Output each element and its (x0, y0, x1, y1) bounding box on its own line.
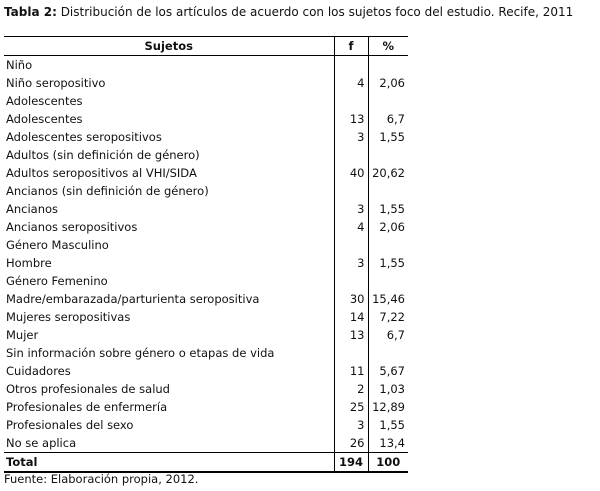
table-row (4, 380, 408, 398)
row-subject: Adolescentes seropositivos (6, 130, 162, 144)
table-row (4, 326, 408, 344)
table-row (4, 182, 408, 200)
header-percent: % (368, 37, 408, 56)
table-row (4, 254, 408, 272)
row-percent: 6,7 (368, 110, 408, 128)
row-percent: 1,55 (368, 416, 408, 434)
row-subject: Ancianos (sin definición de género) (6, 184, 209, 198)
total-percent: 100 (368, 453, 408, 473)
row-frequency: 14 (334, 308, 368, 326)
header-frequency: f (334, 37, 368, 56)
table-row (4, 344, 408, 362)
row-subject: No se aplica (6, 436, 77, 450)
row-frequency (334, 272, 368, 290)
table-row (4, 398, 408, 416)
row-subject: Niño seropositivo (6, 76, 106, 90)
table-row (4, 110, 408, 128)
table-row (4, 56, 408, 75)
row-percent: 7,22 (368, 308, 408, 326)
table-total-row (4, 453, 408, 473)
row-subject: Adultos seropositivos al VHI/SIDA (6, 166, 197, 180)
row-subject: Madre/embarazada/parturienta seropositiva (6, 292, 260, 306)
row-frequency: 25 (334, 398, 368, 416)
row-percent (368, 92, 408, 110)
row-percent: 2,06 (368, 74, 408, 92)
table-header-row (4, 37, 408, 56)
row-percent: 20,62 (368, 164, 408, 182)
row-subject: Sin información sobre género o etapas de vida (6, 346, 275, 360)
row-percent: 1,55 (368, 254, 408, 272)
table-caption-text: Distribución de los artículos de acuerdo con los sujetos foco del estudio. Recife, 2011 (56, 5, 574, 19)
row-frequency: 40 (334, 164, 368, 182)
table-row (4, 308, 408, 326)
row-subject: Hombre (6, 256, 52, 270)
table-row (4, 74, 408, 92)
row-percent (368, 56, 408, 75)
row-subject: Ancianos (6, 202, 59, 216)
row-subject: Género Femenino (6, 274, 108, 288)
row-frequency (334, 92, 368, 110)
row-percent: 2,06 (368, 218, 408, 236)
row-frequency: 3 (334, 416, 368, 434)
row-percent (368, 344, 408, 362)
row-frequency: 4 (334, 74, 368, 92)
row-subject: Mujer (6, 328, 39, 342)
row-percent (368, 272, 408, 290)
table-row (4, 164, 408, 182)
row-frequency: 3 (334, 254, 368, 272)
table-row (4, 200, 408, 218)
row-frequency: 3 (334, 200, 368, 218)
table-caption-label: Tabla 2: (4, 5, 57, 19)
table-row (4, 362, 408, 380)
row-percent: 12,89 (368, 398, 408, 416)
row-percent: 13,4 (368, 434, 408, 453)
row-subject: Género Masculino (6, 238, 109, 252)
row-subject: Niño (6, 58, 33, 72)
table-row (4, 416, 408, 434)
row-frequency: 30 (334, 290, 368, 308)
table-row (4, 146, 408, 164)
table-row (4, 92, 408, 110)
row-frequency (334, 56, 368, 75)
row-percent: 6,7 (368, 326, 408, 344)
row-subject: Ancianos seropositivos (6, 220, 138, 234)
row-subject: Adultos (sin definición de género) (6, 148, 200, 162)
row-frequency (334, 182, 368, 200)
row-frequency (334, 344, 368, 362)
table-row (4, 128, 408, 146)
table-row (4, 236, 408, 254)
row-subject: Adolescentes (6, 94, 83, 108)
row-subject: Mujeres seropositivas (6, 310, 131, 324)
row-subject: Profesionales de enfermería (6, 400, 168, 414)
table-row (4, 434, 408, 453)
row-frequency: 11 (334, 362, 368, 380)
table-row (4, 272, 408, 290)
row-percent: 5,67 (368, 362, 408, 380)
table-row (4, 218, 408, 236)
row-subject: Cuidadores (6, 364, 71, 378)
subjects-table (4, 36, 408, 473)
table-source-note: Fuente: Elaboración propia, 2012. (4, 472, 199, 486)
row-frequency: 13 (334, 110, 368, 128)
row-percent: 1,55 (368, 128, 408, 146)
row-frequency (334, 146, 368, 164)
table-caption (4, 5, 573, 19)
row-frequency: 4 (334, 218, 368, 236)
row-frequency: 3 (334, 128, 368, 146)
row-subject: Profesionales del sexo (6, 418, 134, 432)
row-frequency: 26 (334, 434, 368, 453)
row-percent (368, 146, 408, 164)
header-subjects: Sujetos (4, 37, 334, 56)
row-percent: 15,46 (368, 290, 408, 308)
row-frequency (334, 236, 368, 254)
row-percent: 1,03 (368, 380, 408, 398)
row-percent (368, 236, 408, 254)
row-subject: Adolescentes (6, 112, 83, 126)
table-row (4, 290, 408, 308)
total-label: Total (4, 453, 334, 473)
row-frequency: 13 (334, 326, 368, 344)
row-frequency: 2 (334, 380, 368, 398)
row-percent: 1,55 (368, 200, 408, 218)
total-frequency: 194 (334, 453, 368, 473)
row-percent (368, 182, 408, 200)
row-subject: Otros profesionales de salud (6, 382, 170, 396)
